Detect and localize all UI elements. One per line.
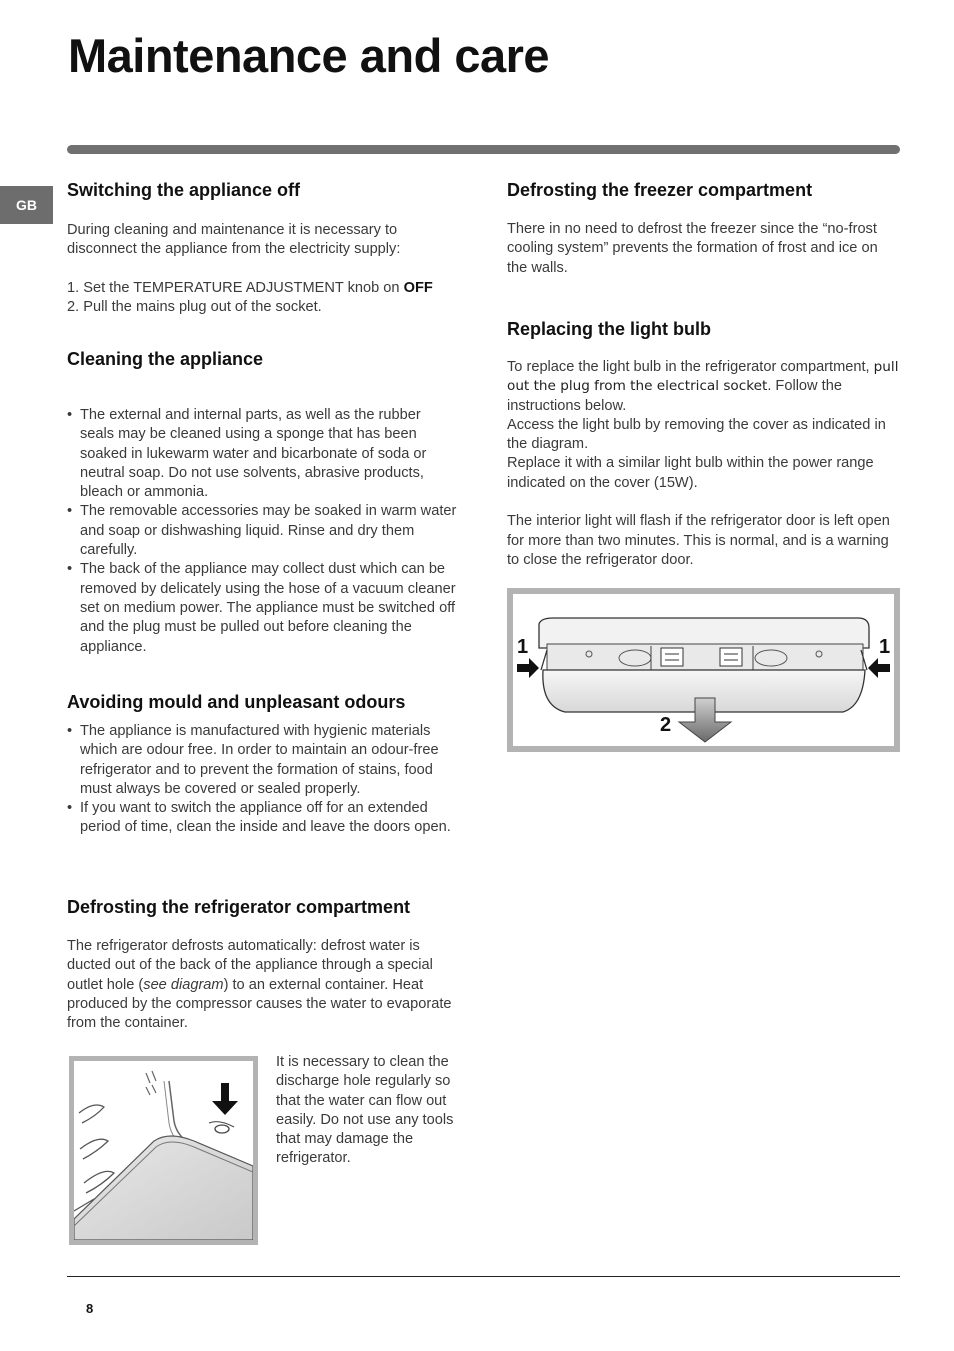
arrow-right-icon [517, 658, 539, 678]
defrost-freezer-heading: Defrosting the freezer compartment [507, 180, 813, 200]
page-number: 8 [86, 1301, 94, 1316]
switching-step-2: 2. Pull the mains plug out of the socket. [67, 299, 322, 316]
switching-body [67, 221, 457, 317]
light-cover-illustration [513, 594, 894, 746]
cleaning-bullet: • The back of the appliance may collect dust which can be removed by delicately using the hose of a vacuum cleaner set on medium power. The appliance must be switched off and the plug must be pulled out before cleaning the appliance. [67, 560, 457, 656]
cleaning-bullet: • The removable accessories may be soaked in warm water and soap or dishwashing liquid. Rinse and dry them carefully. [67, 502, 457, 560]
defrost-freezer-body: There in no need to defrost the freezer since the “no-frost cooling system” prevents the formation of frost and ice on the walls. [507, 221, 878, 276]
bulb-heading: Replacing the light bulb [507, 319, 711, 339]
unplug-warning: pull out the plug from the electrical socket [507, 359, 899, 395]
defrost-fridge-heading: Defrosting the refrigerator compartment [67, 897, 411, 917]
mould-body [67, 722, 462, 838]
switching-heading: Switching the appliance off [67, 180, 301, 200]
language-tab: GB [0, 186, 53, 224]
page-title: Maintenance and care [68, 29, 550, 82]
callout-step-2: 2 [660, 714, 672, 736]
defrost-outlet-illustration [74, 1061, 253, 1240]
bulb-body: To replace the light bulb in the refrigerator compartment, pull out the plug from the electrical socket. Follow the instructions below. Access the light bulb by removing the cover as indicated in the diagram. Replace it with a similar light bulb within the power range indicated on the cover (15W). The interior light will flash if the refrigerator door is left open for more than two minutes. This is normal, and is a warning to close the refrigerator door. [507, 359, 899, 568]
arrow-left-icon [868, 658, 890, 678]
see-diagram-ref: see diagram [143, 976, 224, 993]
header-rule [67, 145, 900, 154]
mould-heading: Avoiding mould and unpleasant odours [67, 692, 406, 712]
off-keyword: OFF [403, 279, 433, 296]
light-cover-diagram [507, 588, 900, 752]
cleaning-body [67, 406, 457, 657]
switching-intro: During cleaning and maintenance it is necessary to disconnect the appliance from the electricity supply: [67, 222, 401, 258]
defrost-side-note: It is necessary to clean the discharge hole regularly so that the water can flow out easily. Do not use any tools that may damage the refrigerator. [276, 1054, 454, 1167]
mould-bullet: • The appliance is manufactured with hygienic materials which are odour free. In order to maintain an odour-free refrigerator and to prevent the formation of stains, food must always be covered or sealed properly. [67, 722, 462, 799]
footer-rule [67, 1276, 900, 1277]
callout-step-1-left: 1 [517, 636, 529, 658]
mould-bullet: • If you want to switch the appliance off for an extended period of time, clean the inside and leave the doors open. [67, 799, 462, 838]
cleaning-heading: Cleaning the appliance [67, 349, 264, 369]
defrost-fridge-body: The refrigerator defrosts automatically: defrost water is ducted out of the back of the appliance through a special outlet hole (see diagram) to an external container. Heat produced by the compressor causes the water to evaporate from the container. [67, 938, 452, 1032]
arrow-down-icon [212, 1083, 238, 1115]
defrost-outlet-diagram [69, 1056, 258, 1245]
callout-step-1-right: 1 [879, 636, 891, 658]
cleaning-bullet: • The external and internal parts, as well as the rubber seals may be cleaned using a sponge that has been soaked in lukewarm water and bicarbonate of soda or neutral soap. Do not use solvents, abrasive products, bleach or ammonia. [67, 406, 457, 502]
switching-step-1: 1. Set the TEMPERATURE ADJUSTMENT knob on OFF [67, 279, 433, 296]
